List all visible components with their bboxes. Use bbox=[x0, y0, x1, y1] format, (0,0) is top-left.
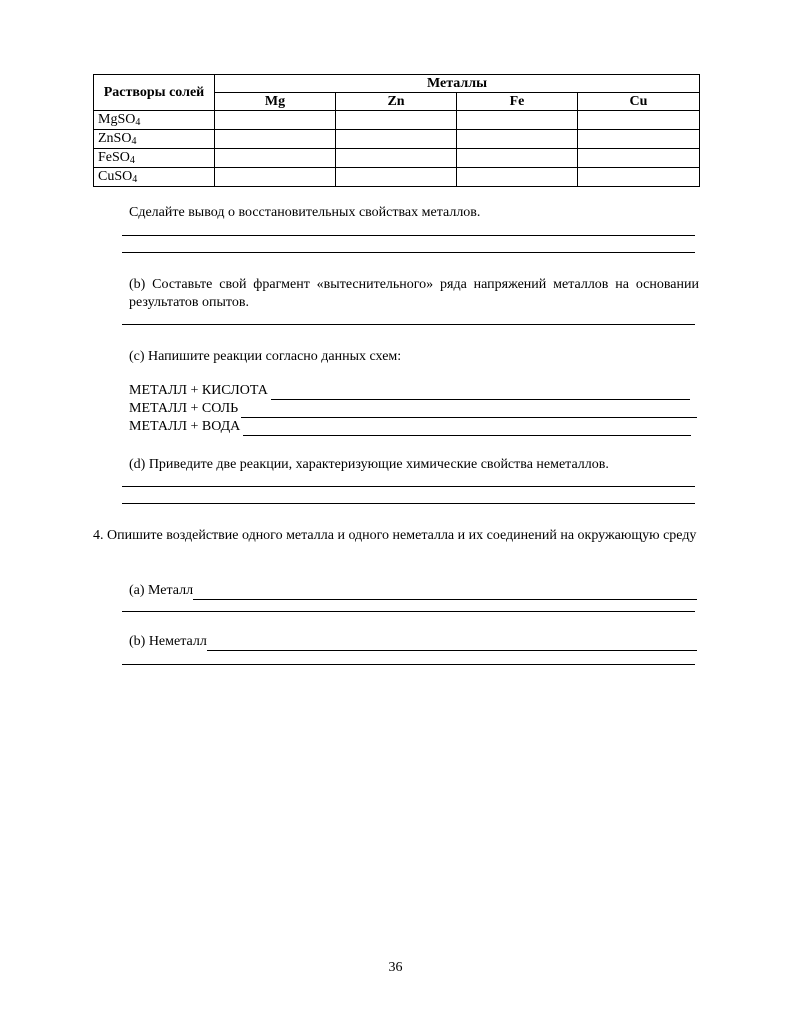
scheme-water-label: МЕТАЛЛ + ВОДА bbox=[129, 419, 241, 434]
answer-cell[interactable] bbox=[578, 168, 700, 187]
salt-cell: FeSO$_4$ bbox=[94, 149, 215, 168]
answer-line[interactable] bbox=[122, 486, 695, 487]
answer-cell[interactable] bbox=[215, 130, 336, 149]
scheme-water-row bbox=[129, 418, 691, 436]
answer-cell[interactable] bbox=[578, 130, 700, 149]
metal-header-cu: Cu bbox=[578, 93, 700, 111]
answer-cell[interactable] bbox=[578, 111, 700, 130]
part-c-prompt: (с) Напишите реакции согласно данных схем: bbox=[129, 349, 402, 364]
answer-line[interactable] bbox=[122, 611, 695, 612]
answer-line[interactable] bbox=[122, 324, 695, 325]
nonmetal-row bbox=[129, 633, 697, 651]
answer-cell[interactable] bbox=[457, 111, 578, 130]
answer-cell[interactable] bbox=[578, 149, 700, 168]
part-b-prompt: (b) Составьте свой фрагмент «вытеснительного» ряда напряжений металлов на основании результатов опытов. bbox=[129, 277, 699, 310]
answer-cell[interactable] bbox=[457, 130, 578, 149]
nonmetal-label: (b) Неметалл bbox=[129, 634, 207, 649]
table-row bbox=[94, 168, 700, 187]
metal-label: (a) Металл bbox=[129, 583, 194, 598]
table-row bbox=[94, 149, 700, 168]
answer-cell[interactable] bbox=[457, 149, 578, 168]
metal-header-fe: Fe bbox=[457, 93, 578, 111]
salt-cell: ZnSO$_4$ bbox=[94, 130, 215, 149]
metals-header: Металлы bbox=[215, 75, 700, 93]
scheme-acid-label: МЕТАЛЛ + КИСЛОТА bbox=[129, 383, 268, 398]
table-row bbox=[94, 130, 700, 149]
answer-line[interactable] bbox=[193, 585, 697, 600]
answer-line[interactable] bbox=[241, 403, 697, 418]
metal-row bbox=[129, 582, 697, 600]
answer-cell[interactable] bbox=[215, 149, 336, 168]
answer-cell[interactable] bbox=[215, 111, 336, 130]
conclusion-prompt: Сделайте вывод о восстановительных свойствах металлов. bbox=[129, 205, 481, 220]
answer-line[interactable] bbox=[122, 235, 695, 236]
answer-line[interactable] bbox=[122, 664, 695, 665]
scheme-salt-label: МЕТАЛЛ + СОЛЬ bbox=[129, 401, 239, 416]
answer-cell[interactable] bbox=[336, 168, 457, 187]
metal-header-zn: Zn bbox=[336, 93, 457, 111]
answer-line[interactable] bbox=[243, 421, 691, 436]
salt-cell: MgSO$_4$ bbox=[94, 111, 215, 130]
salt-cell: CuSO$_4$ bbox=[94, 168, 215, 187]
answer-cell[interactable] bbox=[215, 168, 336, 187]
answer-line[interactable] bbox=[207, 636, 697, 651]
answer-line[interactable] bbox=[122, 503, 695, 504]
answer-cell[interactable] bbox=[336, 130, 457, 149]
scheme-acid-row bbox=[129, 382, 690, 400]
page-number: 36 bbox=[388, 960, 403, 975]
answer-cell[interactable] bbox=[457, 168, 578, 187]
scheme-salt-row bbox=[129, 400, 697, 418]
table-row bbox=[94, 111, 700, 130]
salts-metals-table bbox=[93, 74, 700, 187]
answer-line[interactable] bbox=[271, 385, 690, 400]
table-header-row bbox=[94, 75, 700, 93]
answer-cell[interactable] bbox=[336, 111, 457, 130]
answer-line[interactable] bbox=[122, 252, 695, 253]
task-4-prompt: 4. Опишите воздействие одного металла и одного неметалла и их соединений на окружающую среду bbox=[93, 528, 697, 543]
metal-header-mg: Mg bbox=[215, 93, 336, 111]
answer-cell[interactable] bbox=[336, 149, 457, 168]
salts-header: Растворы солей bbox=[94, 75, 215, 111]
part-d-prompt: (d) Приведите две реакции, характеризующие химические свойства неметаллов. bbox=[129, 457, 609, 472]
